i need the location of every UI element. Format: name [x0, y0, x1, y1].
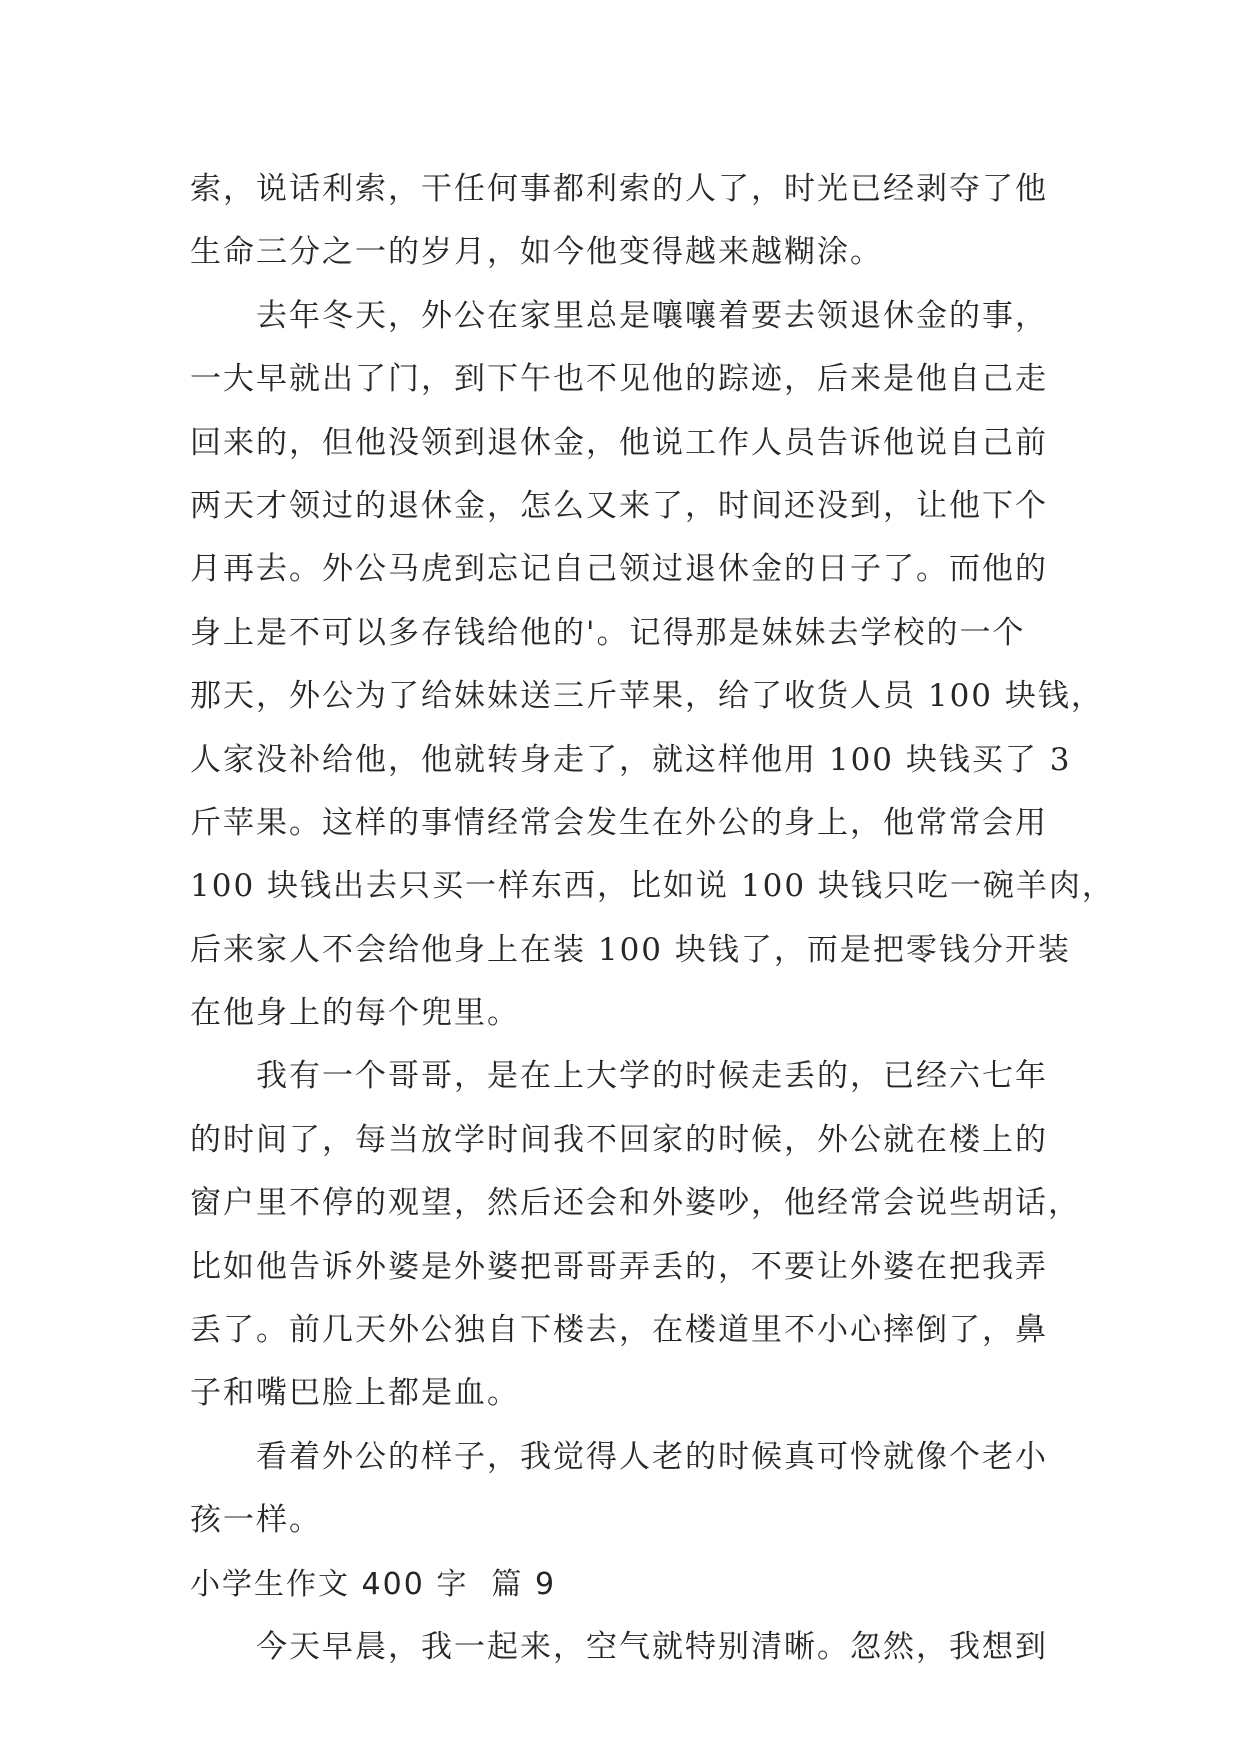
text-line: 回来的，但他没领到退休金，他说工作人员告诉他说自己前 [190, 424, 1048, 461]
text-line: 看着外公的样子，我觉得人老的时候真可怜就像个老小 [190, 1438, 1048, 1475]
text-line: 身上是不可以多存钱给他的'。记得那是妹妹去学校的一个 [190, 614, 1026, 651]
text-line: 比如他告诉外婆是外婆把哥哥弄丢的，不要让外婆在把我弄 [190, 1248, 1048, 1285]
text-line: 生命三分之一的岁月，如今他变得越来越糊涂。 [190, 234, 883, 271]
text-line: 索，说话利索，干任何事都利索的人了，时光已经剥夺了他 [190, 171, 1048, 207]
text-line: 一大早就出了门，到下午也不见他的踪迹，后来是他自己走 [190, 361, 1048, 398]
text-line: 在他身上的每个兜里。 [190, 995, 520, 1032]
text-line: 月再去。外公马虎到忘记自己领过退休金的日子了。而他的 [190, 551, 1048, 588]
text-line: 我有一个哥哥，是在上大学的时候走丢的，已经六七年 [190, 1058, 1048, 1095]
text-line: 子和嘴巴脸上都是血。 [190, 1375, 520, 1412]
text-line: 丢了。前几天外公独自下楼去，在楼道里不小心摔倒了，鼻 [190, 1312, 1048, 1349]
text-line: 今天早晨，我一起来，空气就特别清晰。忽然，我想到 [190, 1628, 1048, 1665]
text-line: 去年冬天，外公在家里总是嚷嚷着要去领退休金的事， [190, 297, 1048, 334]
text-line: 两天才领过的退休金，怎么又来了，时间还没到，让他下个 [190, 487, 1048, 524]
text-line: 孩一样。 [190, 1502, 322, 1539]
essay-text [190, 158, 1115, 1679]
text-line: 那天，外公为了给妹妹送三斤苹果，给了收货人员 100 块钱， [190, 678, 1104, 715]
section-heading: 小学生作文 400 字 篇 9 [190, 1566, 557, 1602]
text-line: 的时间了，每当放学时间我不回家的时候，外公就在楼上的 [190, 1121, 1048, 1158]
text-line: 斤苹果。这样的事情经常会发生在外公的身上，他常常会用 [190, 804, 1048, 841]
text-line: 后来家人不会给他身上在装 100 块钱了，而是把零钱分开装 [190, 931, 1071, 968]
text-line: 窗户里不停的观望，然后还会和外婆吵，他经常会说些胡话， [190, 1185, 1081, 1222]
text-line: 人家没补给他，他就转身走了，就这样他用 100 块钱买了 3 [190, 741, 1072, 778]
text-line: 100 块钱出去只买一样东西，比如说 100 块钱只吃一碗羊肉， [190, 868, 1115, 905]
